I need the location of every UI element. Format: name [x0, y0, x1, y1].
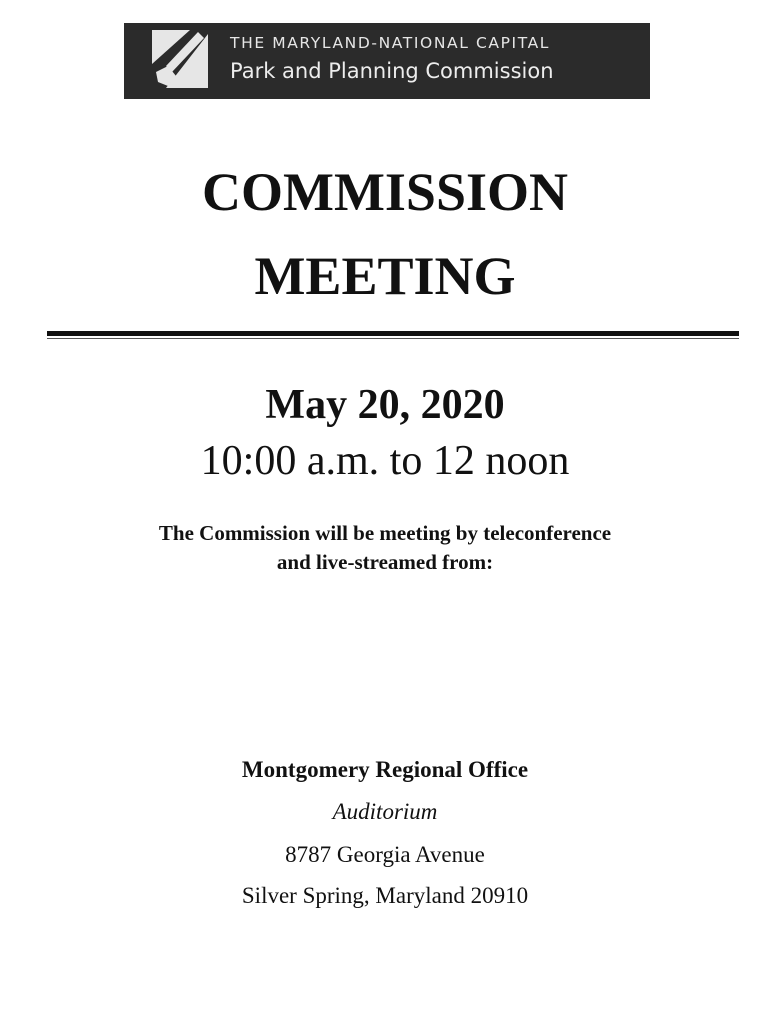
title-divider-thin — [47, 338, 739, 339]
meeting-date: May 20, 2020 — [265, 382, 505, 428]
title-divider-thick — [47, 331, 739, 336]
location-city: Silver Spring, Maryland 20910 — [241, 883, 529, 908]
meeting-time: 10:00 a.m. to 12 noon — [200, 438, 570, 484]
location-name: Montgomery Regional Office — [241, 757, 529, 782]
logo-org-line1: THE MARYLAND-NATIONAL CAPITAL — [230, 34, 551, 52]
logo-banner — [124, 23, 650, 99]
location-room: Auditorium — [332, 799, 438, 824]
page-title-line1: COMMISSION — [201, 162, 569, 222]
meeting-notice-line1: The Commission will be meeting by teleconference — [158, 521, 612, 545]
shovel-leaf-logo-icon — [152, 30, 208, 88]
location-street: 8787 Georgia Avenue — [285, 842, 485, 867]
logo-org-line2: Park and Planning Commission — [230, 59, 554, 83]
meeting-notice-line2: and live-streamed from: — [276, 550, 494, 574]
page-title-line2: MEETING — [254, 246, 516, 306]
